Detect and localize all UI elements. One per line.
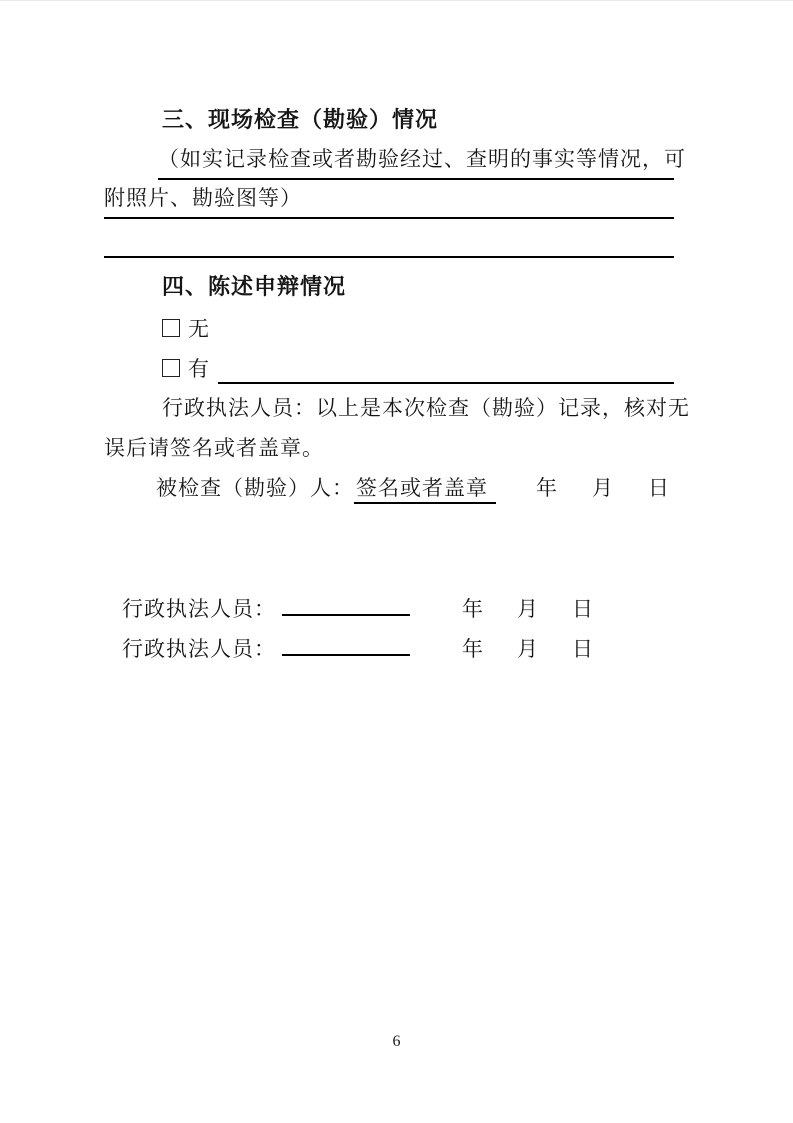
section3-note-line1: （如实记录检查或者勘验经过、查明的事实等情况，可 [158, 141, 674, 180]
month-label: 月 [517, 597, 539, 621]
year-label: 年 [462, 597, 484, 621]
option-has-row [104, 348, 674, 388]
year-label: 年 [462, 637, 484, 661]
month-label: 月 [517, 637, 539, 661]
statement-line2: 误后请签名或者盖章。 [104, 436, 324, 460]
year-label: 年 [536, 476, 558, 500]
vertical-spacer [104, 508, 674, 586]
page-number: 6 [392, 1033, 401, 1050]
section3-note-line2: 附照片、勘验图等） [104, 180, 674, 219]
document-content [104, 99, 690, 666]
checkbox-has[interactable] [162, 359, 180, 377]
officer-signature-blank-line-1[interactable] [282, 586, 410, 616]
officer-signature-row-2 [104, 626, 674, 666]
statement-line1: 行政执法人员：以上是本次检查（勘验）记录，核对无 [162, 396, 690, 420]
checkbox-none[interactable] [162, 319, 180, 337]
officer-label: 行政执法人员： [122, 637, 276, 661]
officer-signature-row-1 [104, 586, 674, 626]
option-has-blank-fill-line[interactable] [218, 352, 674, 384]
inspected-person-label: 被检查（勘验）人： [156, 476, 354, 500]
sign-or-seal-field[interactable]: 签名或者盖章 [354, 476, 496, 504]
section4-heading: 四、陈述申辩情况 [162, 274, 347, 299]
section3-heading: 三、现场检查（勘验）情况 [162, 107, 439, 132]
option-none-label: 无 [188, 317, 210, 341]
month-label: 月 [592, 476, 614, 500]
section3-blank-fill-line[interactable] [104, 219, 674, 258]
option-has-label: 有 [188, 357, 210, 381]
day-label: 日 [572, 637, 594, 661]
officer-label: 行政执法人员： [122, 597, 276, 621]
inspected-person-signature-row [104, 468, 674, 508]
officer-signature-blank-line-2[interactable] [282, 626, 410, 656]
day-label: 日 [572, 597, 594, 621]
option-none-row [104, 308, 674, 348]
day-label: 日 [648, 476, 670, 500]
